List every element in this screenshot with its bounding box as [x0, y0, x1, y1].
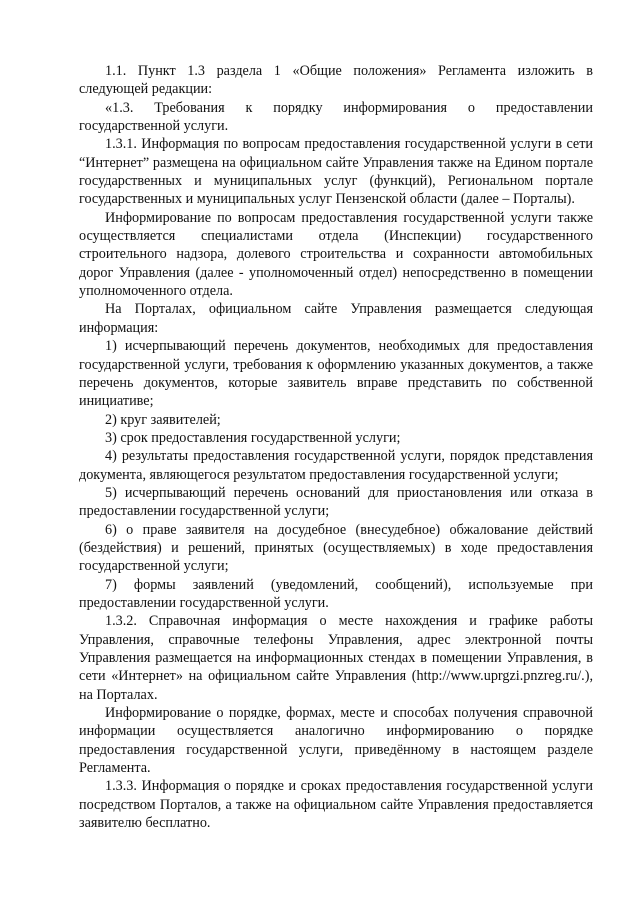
paragraph-informing-specialists: Информирование по вопросам предоставления государственной услуги также осуществляется специалистами отдела (Инспекции) государственного строительного надзора, долевого строительства и сохранности автомобильных дорог Управления (далее - уполномоченный отдел) непосредственно в помещении уполномоченного отдела.	[79, 209, 593, 300]
list-item-5: 5) исчерпывающий перечень оснований для приостановления или отказа в предоставлении государственной услуги;	[79, 484, 593, 520]
paragraph-section-1-3-heading: «1.3. Требования к порядку информирования о предоставлении государственной услуги.	[79, 99, 593, 135]
paragraph-informing-procedure: Информирование о порядке, формах, месте и способах получения справочной информации осуществляется аналогично информированию о порядке предоставления государственной услуги, приведённому в настоящем разделе Регламента.	[79, 705, 593, 777]
list-item-7: 7) формы заявлений (уведомлений, сообщений), используемые при предоставлении государственной услуги.	[79, 576, 593, 611]
list-item-2: 2) круг заявителей;	[105, 411, 221, 428]
paragraph-1-3-3: 1.3.3. Информация о порядке и сроках предоставления государственной услуги посредством Порталов, а также на официальном сайте Управления предоставляется заявителю бесплатно.	[79, 778, 593, 832]
list-item-1: 1) исчерпывающий перечень документов, необходимых для предоставления государственной услуги, требования к оформлению указанных документов, а также перечень документов, которые заявитель вправе представить по собственной инициативе;	[79, 338, 593, 410]
paragraph-1-3-1: 1.3.1. Информация по вопросам предоставления государственной услуги в сети “Интернет” размещена на официальном сайте Управления также на Едином портале государственных и муниципальных услуг (функций), Региональном портале государственных и муниципальных услуг Пензенской области (далее – Порталы).	[79, 136, 593, 208]
list-item-6: 6) о праве заявителя на досудебное (внесудебное) обжалование действий (бездействия) и решений, принятых (осуществляемых) в ходе предоставления государственной услуги;	[79, 521, 593, 575]
paragraph-amendment-intro: 1.1. Пункт 1.3 раздела 1 «Общие положения» Регламента изложить в следующей редакции:	[79, 63, 593, 98]
list-item-3: 3) срок предоставления государственной услуги;	[105, 429, 401, 446]
list-item-4: 4) результаты предоставления государственной услуги, порядок представления документа, являющегося результатом предоставления государственной услуги;	[79, 448, 593, 483]
paragraph-portals-info-intro: На Порталах, официальном сайте Управления размещается следующая информация:	[79, 301, 593, 336]
document-page	[79, 62, 593, 832]
paragraph-1-3-2: 1.3.2. Справочная информация о месте нахождения и графике работы Управления, справочные телефоны Управления, адрес электронной почты Управления размещается на информационных стендах в помещении Управления, в сети «Интернет» на официальном сайте Управления (http://www.uprgzi.pnzreg.ru/.), на Порталах.	[79, 613, 593, 703]
